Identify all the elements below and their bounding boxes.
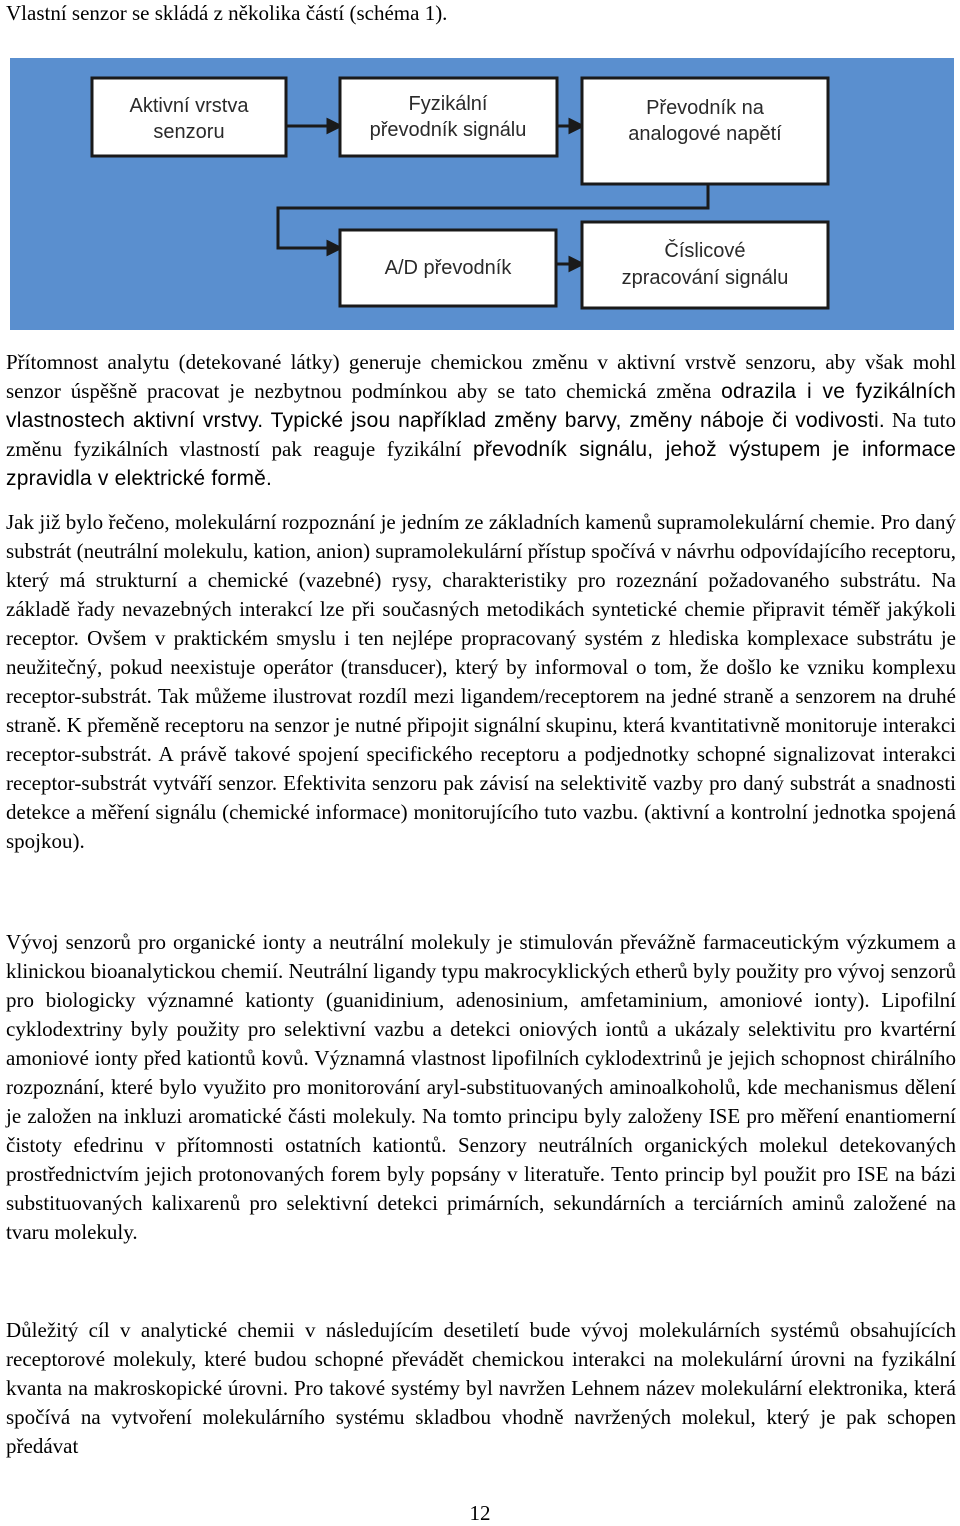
- paragraph-analyte-part-b: odrazila i ve fyzikálních vlastnostech aktivní vrstvy. Typické jsou například změny barvy, změny náboje či vodivosti.: [6, 380, 957, 432]
- box-ad-converter: [340, 230, 556, 306]
- box-active-layer-line2: senzoru: [153, 121, 225, 143]
- paragraph-analyte-part-a: Přítomnost analytu (detekované látky) generuje chemickou změnu v aktivní vrstvě senzoru, aby však mohl senzor úspěšně pracovat je nezbytnou podmínkou aby se tato chemická změna: [6, 350, 956, 403]
- paragraph-analyte-part-c: Na tuto změnu fyzikálních vlastností pak reaguje fyzikální: [6, 408, 956, 461]
- box-digital-processing-line1: Číslicové: [664, 240, 746, 262]
- paragraph-molecular-recognition: Jak již bylo řečeno, molekulární rozpoznání je jedním ze základních kamenů supramolekulární chemie. Pro daný substrát (neutrální molekulu, kation, anion) supramolekulární přístup spočívá v návrhu odpovídajícího receptoru, který má strukturní a chemické (vazebné) rysy, charakteristiky pro rozeznání požadovaného substrátu. Na základě řady nevazebných interakcí lze při současných metodikách syntetické chemie připravit téměř jakýkoli receptor. Ovšem v praktickém smyslu i ten nejlépe propracovaný systém z hlediska komplexace substrátu je neužitečný, pokud neexistuje operátor (transducer), který by informoval o tom, že došlo ke vzniku komplexu receptor-substrát. Tak můžeme ilustrovat rozdíl mezi ligandem/receptorem na jedné straně a senzorem na druhé straně. K přeměně receptoru na senzor je nutné připojit signální skupinu, která kvantitativně monitoruje interakci receptor-substrát. A právě takové spojení specifického receptoru a podjednotky schopné signalizovat interakci receptor-substrát vytváří senzor. Efektivita senzoru pak závisí na selektivitě vazby pro daný substrát a snadnosti detekce a měření signálu (chemické informace) monitorujícího tuto vazbu. (aktivní a kontrolní jednotka spojená spojkou).: [6, 510, 956, 853]
- paragraph-analyte-part-d: převodník signálu, jehož výstupem je informace zpravidla v elektrické formě.: [6, 438, 956, 490]
- box-active-layer-line1: Aktivní vrstva: [129, 95, 249, 117]
- sensor-schema-diagram: [10, 58, 954, 330]
- paragraph-molecular-electronics: Důležitý cíl v analytické chemii v následujícím desetiletí bude vývoj molekulárních systémů obsahujících receptorové molekuly, které budou schopné převádět chemickou interakci na molekulární úrovni na fyzikální kvanta na makroskopické úrovni. Pro takové systémy byl navržen Lehnem název molekulární elektronika, která spočívá na vytvoření molekulárního systému skladbou vhodně navržených molekul, který je pak schopen předávat: [6, 1318, 956, 1458]
- box-analog-converter: [582, 78, 828, 184]
- box-physical-transducer-line2: převodník signálu: [369, 119, 527, 141]
- box-analog-converter-line2: analogové napětí: [628, 123, 782, 145]
- box-physical-transducer: [340, 78, 557, 156]
- paragraph-sensor-development: Vývoj senzorů pro organické ionty a neutrální molekuly je stimulován převážně farmaceutickým výzkumem a klinickou bioanalytickou chemií. Neutrální ligandy typu makrocyklických etherů byly použity pro vývoj senzorů pro biologicky významné kationty (guanidinium, adenosinium, amfetaminium, amoniové ionty). Lipofilní cyklodextriny byly použity pro selektivní vazbu a detekci oniových iontů a ukázaly selektivitu pro kvartérní amoniové ionty před kationtů kovů. Významná vlastnost lipofilních cyklodextrinů je jejich schopnost chirálního rozpoznání, které bylo využito pro monitorování aryl-substituovaných aminoalkoholů, kde mechanismus dělení je založen na inkluzi aromatické části molekuly. Na tomto principu byly založeny ISE pro měření enantiomerní čistoty efedrinu v přítomnosti ostatních kationtů. Senzory neutrálních organických molekul detekovaných prostřednictvím jejich protonovaných forem byly popsány v literatuře. Tento princip byl použit pro ISE na bázi substituovaných kalixarenů pro selektivní detekci primárních, sekundárních a terciárních aminů založené na tvaru molekuly.: [6, 930, 956, 1244]
- box-digital-processing-line2: zpracování signálu: [621, 267, 789, 289]
- box-digital-processing: [582, 222, 828, 308]
- box-physical-transducer-line1: Fyzikální: [408, 93, 488, 115]
- box-analog-converter-line1: Převodník na: [646, 97, 764, 119]
- page-number: 12: [469, 1501, 491, 1525]
- paragraph-analyte: [6, 348, 956, 493]
- box-ad-converter-label: A/D převodník: [384, 257, 512, 279]
- intro-sentence: Vlastní senzor se skládá z několika částí (schéma 1).: [6, 1, 448, 25]
- box-active-layer: [92, 78, 286, 156]
